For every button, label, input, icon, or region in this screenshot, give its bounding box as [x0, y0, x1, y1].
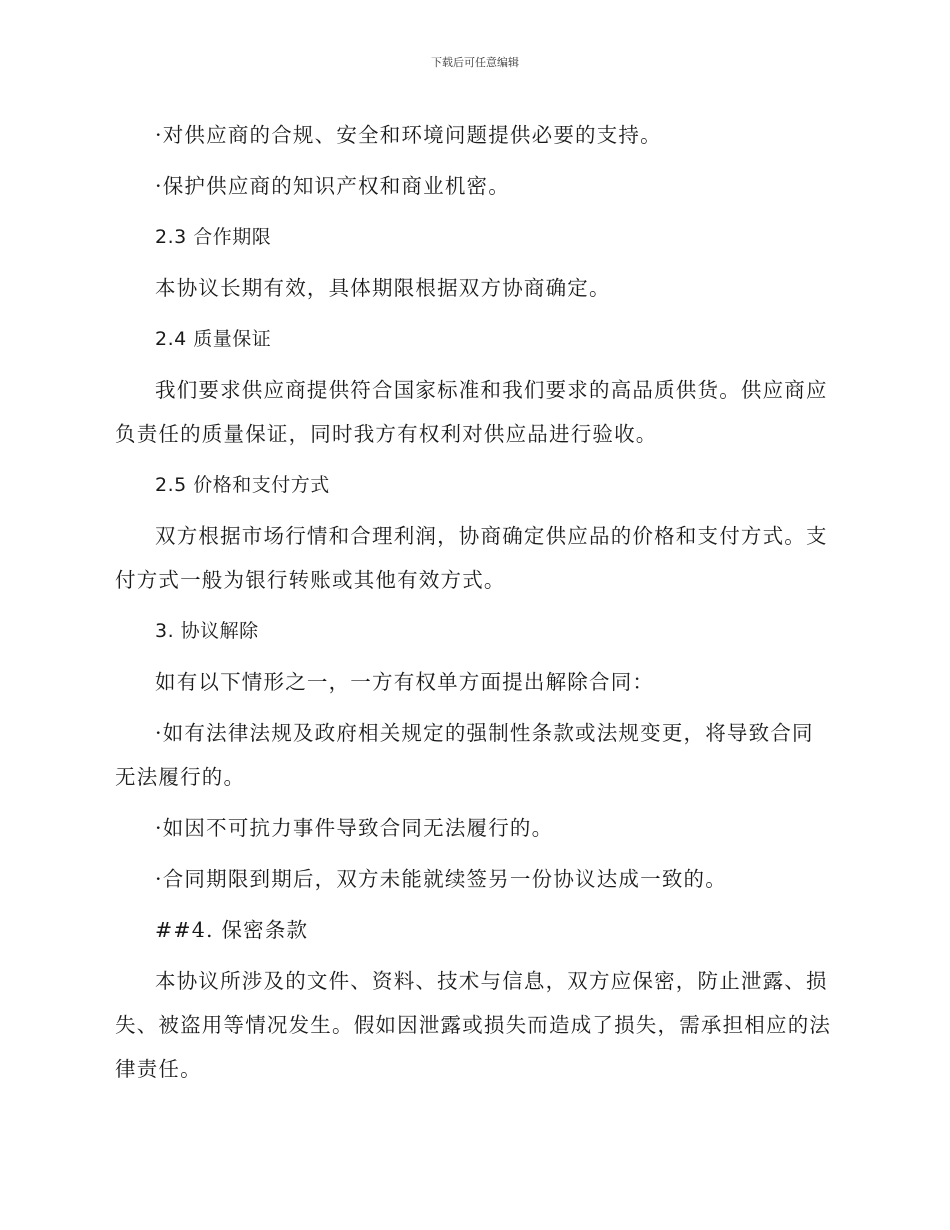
bullet-line: 无法履行的。 [115, 765, 246, 789]
page-header: 下载后可任意编辑 [431, 56, 519, 69]
document-body [115, 113, 835, 1091]
bullet-supplier-compliance-support: ·对供应商的合规、安全和环境问题提供必要的支持。 [155, 123, 662, 147]
section-heading-2-5: 2.5 价格和支付方式 [155, 474, 330, 496]
paragraph-confidentiality [115, 959, 835, 1091]
bullet-line: ·如有法律法规及政府相关规定的强制性条款或法规变更，将导致合同 [155, 721, 814, 745]
section-heading-2-4: 2.4 质量保证 [155, 328, 272, 350]
paragraph-line: 负责任的质量保证，同时我方有权利对供应品进行验收。 [115, 422, 658, 446]
bullet-termination-renewal-failure: ·合同期限到期后，双方未能就续签另一份协议达成一致的。 [155, 867, 727, 891]
paragraph-line: 我们要求供应商提供符合国家标准和我们要求的高品质供货。供应商应 [155, 378, 828, 402]
paragraph-line: 双方根据市场行情和合理利润，协商确定供应品的价格和支付方式。支 [155, 524, 828, 548]
section-heading-4: ##4. 保密条款 [155, 918, 309, 942]
bullet-termination-law-change [115, 711, 835, 799]
paragraph-line: 律责任。 [115, 1057, 202, 1081]
paragraph-line: 失、被盗用等情况发生。假如因泄露或损失而造成了损失，需承担相应的法 [115, 1013, 832, 1037]
paragraph-termination-intro: 如有以下情形之一，一方有权单方面提出解除合同： [155, 670, 655, 694]
paragraph-cooperation-term: 本协议长期有效，具体期限根据双方协商确定。 [155, 276, 611, 300]
paragraph-quality-guarantee [115, 368, 835, 456]
bullet-termination-force-majeure: ·如因不可抗力事件导致合同无法履行的。 [155, 816, 554, 840]
paragraph-line: 本协议所涉及的文件、资料、技术与信息，双方应保密，防止泄露、损 [155, 969, 828, 993]
section-heading-3: 3. 协议解除 [155, 620, 259, 642]
paragraph-line: 付方式一般为银行转账或其他有效方式。 [115, 568, 506, 592]
bullet-protect-ip: ·保护供应商的知识产权和商业机密。 [155, 174, 510, 198]
section-heading-2-3: 2.3 合作期限 [155, 226, 272, 248]
paragraph-price-payment [115, 514, 835, 602]
